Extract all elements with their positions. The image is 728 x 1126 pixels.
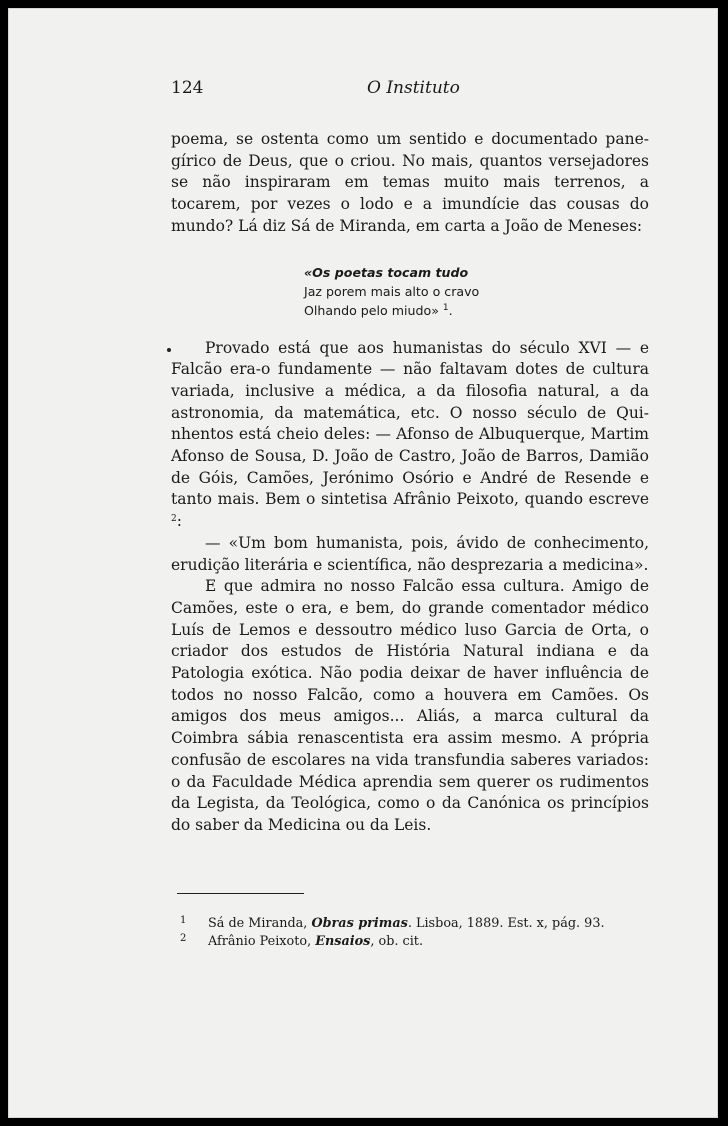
footnote-ref: 1 — [442, 302, 449, 313]
verse-quote — [304, 263, 649, 320]
paragraph: E que admira no nosso Falcão essa cultura. Amigo de Camões, este o era, e bem, do grande comentador médico Luís de Lemos e dessoutro médico luso Garcia de Orta, o criador dos estudos de História Natural indiana e da Patologia exótica. Não podia deixar de haver influência de todos no nosso Falcão, como a houvera em Camões. Os amigos dos meus amigos... Aliás, a marca cultural da Coimbra sábia renascentista era assim mesmo. A própria confusão de escolares na vida transfundia saberes variados: o da Faculdade Médica aprendia sem querer os rudimentos da Legista, da Teológica, como o da Canónica os princípios do saber da Medicina ou da Leis. — [171, 577, 649, 834]
running-title: O Instituto — [367, 78, 460, 98]
quote-line: «Os poetas tocam tudo — [304, 264, 469, 280]
paragraph: — «Um bom humanista, pois, ávido de conhecimento, erudição literária e scientífica, não desprezaria a medicina». — [171, 533, 649, 574]
footnote: 2 Afrânio Peixoto, Ensaios, ob. cit. — [208, 933, 648, 951]
paragraph: poema, se ostenta como um sentido e documentado pane-gírico de Deus, que o criou. No mais, quantos versejadores se não inspiraram em temas muito mais terrenos, a tocarem, por vezes o lodo e a imundície das cousas do mundo? Lá diz Sá de Miranda, em carta a João de Meneses: — [171, 130, 649, 235]
quote-line: Jaz porem mais alto o cravo — [304, 283, 480, 299]
book-page — [8, 8, 718, 1118]
footnote: 1 Sá de Miranda, Obras primas. Lisboa, 1889. Est. x, pág. 93. — [208, 915, 648, 933]
footnote-number: 1 — [180, 915, 187, 926]
paragraph: Provado está que aos humanistas do século XVI — e Falcão era-o fundamente — não faltavam dotes de cultura variada, inclusive a médica, a da filosofia natural, a da astronomia, da matemática, etc. O nosso século de Qui-nhentos está cheio deles: — Afonso de Albuquerque, Martim Afonso de Sousa, D. João de Castro, João de Barros, Damião de Góis, Camões, Jerónimo Osório e André de Resende e tanto mais. Bem o sintetisa Afrânio Peixoto, quando escreve $^2$: — [171, 338, 649, 533]
page-number: 124 — [171, 78, 204, 98]
footnote-divider — [177, 893, 304, 894]
margin-mark — [167, 348, 171, 352]
footnotes — [180, 915, 648, 951]
footnote-ref: 2 — [171, 514, 177, 525]
body-text — [171, 129, 649, 837]
work-title: Obras primas — [311, 916, 408, 931]
footnote-number: 2 — [180, 933, 187, 944]
quote-line: Olhando pelo miudo» $^1$. — [304, 302, 453, 318]
work-title: Ensaios — [315, 934, 371, 949]
